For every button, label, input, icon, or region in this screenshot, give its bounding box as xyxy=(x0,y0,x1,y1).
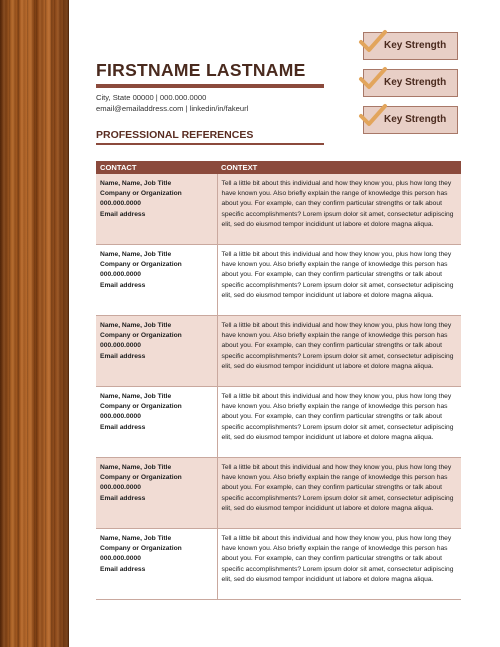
reference-company: Company or Organization xyxy=(100,190,182,198)
wood-side-panel xyxy=(0,0,69,647)
reference-name: Name, Name, Job Title xyxy=(100,393,172,400)
reference-name: Name, Name, Job Title xyxy=(100,535,172,542)
reference-phone: 000.000.0000 xyxy=(100,413,141,421)
name-divider xyxy=(96,84,324,88)
reference-phone: 000.000.0000 xyxy=(100,484,141,492)
reference-name: Name, Name, Job Title xyxy=(100,251,172,258)
reference-email: Email address xyxy=(100,281,146,289)
context-cell: Tell a little bit about this individual and how they know you, plus how long they have known you. Also briefly explain the range of knowledge this person has about you. For example, can they confirm particular strengths or talk about specific accomplishments? Lorem ipsum dolor sit amet, consectetur adipiscing elit, sed do eiusmod tempor incididunt ut labore et dolore magna aliqua. xyxy=(217,458,461,529)
table-row xyxy=(96,174,461,245)
contact-cell xyxy=(96,387,217,458)
contact-cell xyxy=(96,245,217,316)
context-cell: Tell a little bit about this individual and how they know you, plus how long they have known you. Also briefly explain the range of knowledge this person has about you. For example, can they confirm particular strengths or talk about specific accomplishments? Lorem ipsum dolor sit amet, consectetur adipiscing elit, sed do eiusmod tempor incididunt ut labore et dolore magna aliqua. xyxy=(217,174,461,245)
reference-email: Email address xyxy=(100,423,146,431)
reference-phone: 000.000.0000 xyxy=(100,271,141,279)
table-row xyxy=(96,387,461,458)
applicant-name: FIRSTNAME LASTNAME xyxy=(96,60,306,80)
table-header-row xyxy=(96,161,461,174)
header-contact: CONTACT xyxy=(96,161,217,174)
section-divider xyxy=(96,143,324,145)
table-row xyxy=(96,458,461,529)
key-strength-badge-2 xyxy=(363,69,458,97)
table-row xyxy=(96,529,461,600)
reference-phone: 000.000.0000 xyxy=(100,200,141,208)
table-row xyxy=(96,316,461,387)
reference-name: Name, Name, Job Title xyxy=(100,322,172,329)
contact-cell xyxy=(96,529,217,600)
reference-email: Email address xyxy=(100,565,146,573)
reference-email: Email address xyxy=(100,494,146,502)
reference-company: Company or Organization xyxy=(100,403,182,411)
reference-company: Company or Organization xyxy=(100,261,182,269)
key-strength-label: Key Strength xyxy=(384,77,447,88)
context-cell: Tell a little bit about this individual and how they know you, plus how long they have known you. Also briefly explain the range of knowledge this person has about you. For example, can they confirm particular strengths or talk about specific accomplishments? Lorem ipsum dolor sit amet, consectetur adipiscing elit, sed do eiusmod tempor incididunt ut labore et dolore magna aliqua. xyxy=(217,387,461,458)
section-title: PROFESSIONAL REFERENCES xyxy=(96,129,254,141)
contact-cell xyxy=(96,458,217,529)
reference-company: Company or Organization xyxy=(100,545,182,553)
reference-name: Name, Name, Job Title xyxy=(100,180,172,187)
email-linkedin-line: email@emailaddress.com | linkedin/in/fakeurl xyxy=(96,104,249,113)
context-cell: Tell a little bit about this individual and how they know you, plus how long they have known you. Also briefly explain the range of knowledge this person has about you. For example, can they confirm particular strengths or talk about specific accomplishments? Lorem ipsum dolor sit amet, consectetur adipiscing elit, sed do eiusmod tempor incididunt ut labore et dolore magna aliqua. xyxy=(217,316,461,387)
contact-cell xyxy=(96,316,217,387)
reference-phone: 000.000.0000 xyxy=(100,342,141,350)
reference-email: Email address xyxy=(100,352,146,360)
contact-cell xyxy=(96,174,217,245)
references-table xyxy=(96,161,461,600)
reference-name: Name, Name, Job Title xyxy=(100,464,172,471)
address-phone-line: City, State 00000 | 000.000.0000 xyxy=(96,93,207,102)
reference-company: Company or Organization xyxy=(100,474,182,482)
table-row xyxy=(96,245,461,316)
key-strength-label: Key Strength xyxy=(384,40,447,51)
context-cell: Tell a little bit about this individual and how they know you, plus how long they have known you. Also briefly explain the range of knowledge this person has about you. For example, can they confirm particular strengths or talk about specific accomplishments? Lorem ipsum dolor sit amet, consectetur adipiscing elit, sed do eiusmod tempor incididunt ut labore et dolore magna aliqua. xyxy=(217,529,461,600)
reference-company: Company or Organization xyxy=(100,332,182,340)
key-strength-badge-1 xyxy=(363,32,458,60)
key-strength-badge-3 xyxy=(363,106,458,134)
reference-phone: 000.000.0000 xyxy=(100,555,141,563)
key-strength-label: Key Strength xyxy=(384,114,447,125)
reference-email: Email address xyxy=(100,210,146,218)
header-context: CONTEXT xyxy=(217,161,461,174)
context-cell: Tell a little bit about this individual and how they know you, plus how long they have known you. Also briefly explain the range of knowledge this person has about you. For example, can they confirm particular strengths or talk about specific accomplishments? Lorem ipsum dolor sit amet, consectetur adipiscing elit, sed do eiusmod tempor incididunt ut labore et dolore magna aliqua. xyxy=(217,245,461,316)
